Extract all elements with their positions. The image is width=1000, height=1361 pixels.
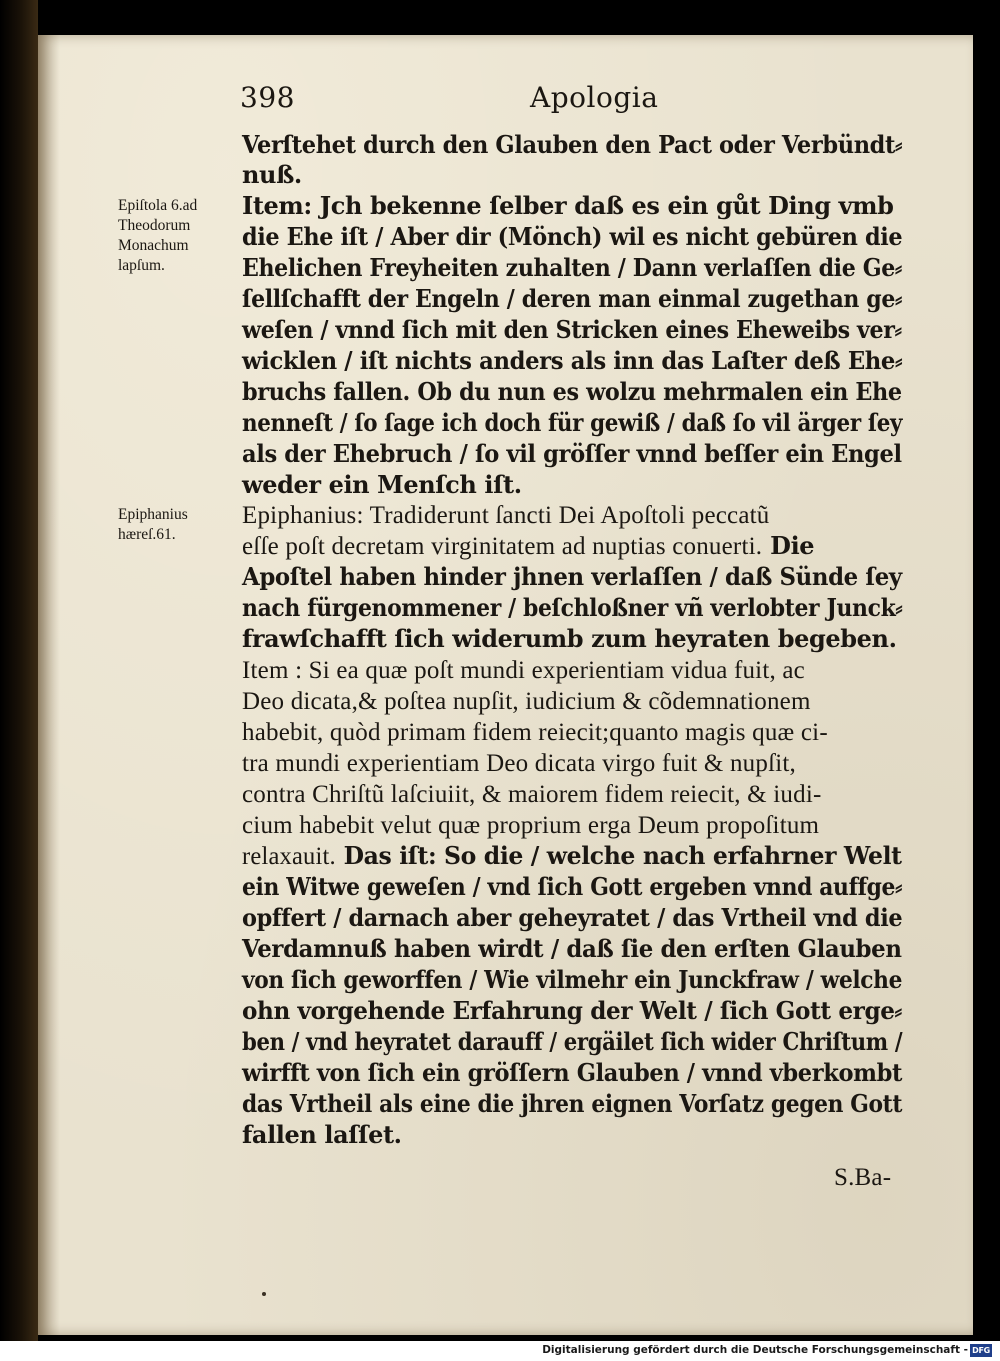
text-line: ein Witwe geweſen / vnd ſich Gott ergeben vnnd auffge⸗ <box>242 872 902 901</box>
text-line: weder ein Menſch iſt. <box>242 470 522 499</box>
text-line: nach fürgenommener / beſchloßner vñ verlobter Junck⸗ <box>242 593 903 622</box>
margin-note-epistola: Epiſtola 6.ad Theodorum Monachum lapſum. <box>118 197 198 274</box>
dfg-logo-icon: DFG <box>970 1344 992 1357</box>
text-line: die Ehe iſt / Aber dir (Mönch) wil es nicht gebüren die <box>242 222 903 251</box>
text-line: Verſtehet durch den Glauben den Pact oder Verbündt⸗ <box>242 130 903 159</box>
text-line: fallen laſſet. <box>242 1120 402 1149</box>
text-line <box>242 841 902 870</box>
text-line: ohn vorgehende Erfahrung der Welt / ſich Gott erge⸗ <box>242 996 902 1025</box>
text-line: ben / vnd heyratet darauff / ergäilet ſich wider Chriſtum / <box>242 1027 903 1056</box>
text-line: opffert / darnach aber geheyratet / das Vrtheil vnd die <box>242 903 903 932</box>
text-line: Item: Jch bekenne ſelber daß es ein gůt Ding vmb <box>242 191 894 220</box>
text-line: Deo dicata,& poſtea nupſit, iudicium & cõdemnationem <box>242 688 811 715</box>
margin-note-epiphanius: Epiphanius hæreſ.61. <box>118 506 188 543</box>
book-binding-edge <box>0 0 38 1361</box>
text-line: wicklen / iſt nichts anders als inn das Laſter deß Ehe⸗ <box>242 346 903 375</box>
german-segment: Die <box>762 531 815 560</box>
latin-segment: eſſe poſt decretam virginitatem ad nuptias conuerti. <box>242 533 763 560</box>
text-line: nuß. <box>242 160 302 189</box>
page-number: 398 <box>240 81 295 114</box>
text-line: ſellſchafft der Engeln / deren man einmal zugethan ge⸗ <box>242 284 902 313</box>
paper-speck <box>262 1292 266 1296</box>
text-line: tra mundi experientiam Deo dicata virgo fuit & nupſit, <box>242 750 796 777</box>
text-line: Apoſtel haben hinder jhnen verlaſſen / daß Sünde ſey <box>242 562 902 591</box>
german-segment: Das iſt: So die / welche nach erfahrner Welt <box>335 841 902 870</box>
text-line: Verdamnuß haben wirdt / daß ſie den erſten Glauben <box>242 934 902 963</box>
running-title: Apologia <box>530 81 659 114</box>
text-line <box>242 531 815 560</box>
text-line: das Vrtheil als eine die jhren eignen Vorſatz gegen Gott <box>242 1089 903 1118</box>
text-line: Ehelichen Freyheiten zuhalten / Dann verlaſſen die Ge⸗ <box>242 253 902 282</box>
text-line: weſen / vnnd ſich mit den Stricken eines Eheweibs ver⸗ <box>242 315 902 344</box>
text-line: cium habebit velut quæ proprium erga Deum propoſitum <box>242 812 820 839</box>
text-line: nenneſt / ſo ſage ich doch für gewiß / daß ſo vil ärger ſey <box>242 408 903 437</box>
text-line: von ſich geworffen / Wie vilmehr ein Junckfraw / welche <box>242 965 903 994</box>
text-line: contra Chriſtũ laſciuiit, & maiorem fidem reiecit, & iudi- <box>242 781 822 808</box>
text-line: Epiphanius: Tradiderunt ſancti Dei Apoſtoli peccatũ <box>242 502 770 529</box>
text-line: als der Ehebruch / ſo vil gröſſer vnnd beſſer ein Engel <box>242 439 902 468</box>
latin-segment: relaxauit. <box>242 843 336 870</box>
digitization-credit: Digitalisierung gefördert durch die Deutsche Forschungsgemeinschaft - <box>542 1344 968 1356</box>
text-line: frawſchafft ſich widerumb zum heyraten begeben. <box>242 624 897 653</box>
catchword: S.Ba- <box>834 1164 892 1191</box>
text-line: habebit, quòd primam fidem reiecit;quanto magis quæ ci- <box>242 719 828 746</box>
text-line: wirfft von ſich ein gröſſern Glauben / vnnd vberkombt <box>242 1058 903 1087</box>
text-line: bruchs fallen. Ob du nun es wolzu mehrmalen ein Ehe <box>242 377 902 406</box>
gutter-shadow <box>38 35 60 1335</box>
text-line: Item : Si ea quæ poſt mundi experientiam vidua fuit, ac <box>242 657 805 684</box>
